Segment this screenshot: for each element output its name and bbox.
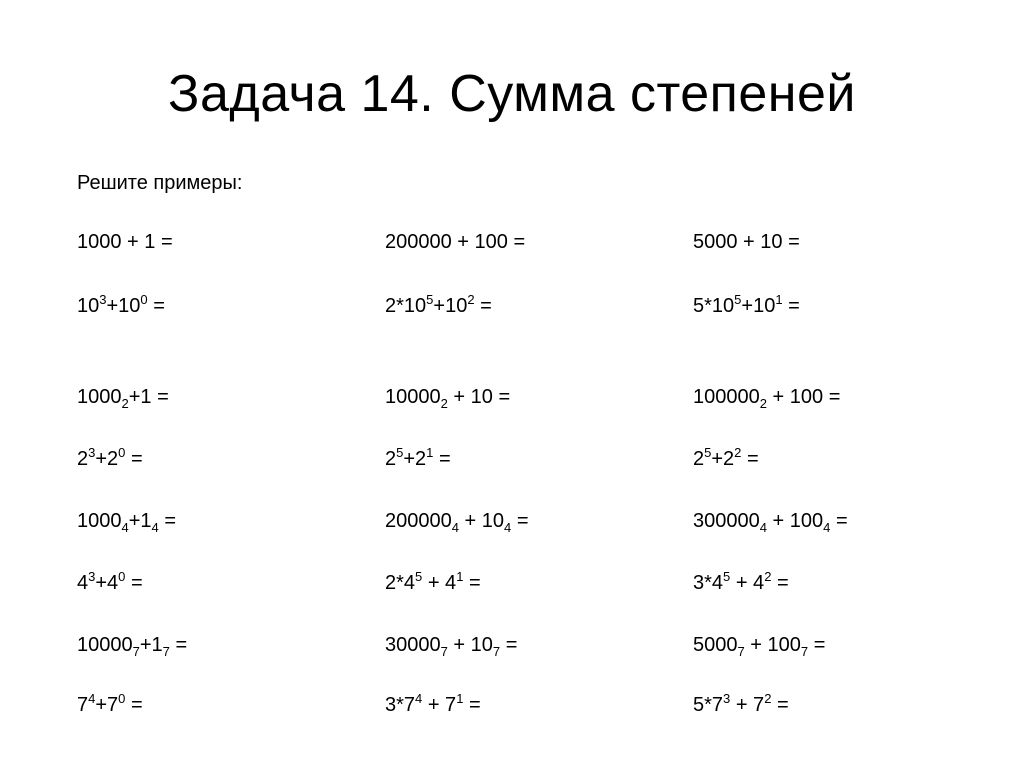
exercise-expression	[77, 443, 143, 477]
exponent: 2	[764, 691, 772, 706]
expression-text: + 100	[744, 634, 801, 656]
exponent: 1	[775, 292, 783, 307]
expression-text: 2*10	[385, 295, 427, 317]
exponent: 1	[456, 569, 464, 584]
exponent: 2	[764, 569, 772, 584]
expression-text: =	[463, 572, 481, 594]
expression-text: +2	[403, 448, 427, 470]
exercise-expression	[385, 505, 529, 539]
exercise-expression	[385, 290, 492, 324]
exercise-expression	[385, 629, 517, 663]
expression-text: =	[463, 694, 481, 716]
expression-text: =	[808, 634, 826, 656]
exercise-expression	[385, 567, 481, 601]
exercise-expression	[77, 629, 187, 663]
base-subscript: 2	[440, 396, 448, 411]
exponent: 0	[140, 292, 148, 307]
expression-text: 5000	[693, 634, 738, 656]
expression-text: =	[782, 295, 800, 317]
exercise-expression	[693, 689, 789, 723]
expression-text: =	[158, 510, 177, 532]
expression-text: + 7	[422, 694, 457, 716]
exercise-expression	[693, 629, 825, 663]
expression-text: +1 =	[128, 386, 169, 408]
exercise-row	[0, 290, 1024, 322]
base-subscript: 4	[151, 520, 159, 535]
exercise-expression	[385, 226, 525, 258]
expression-text: +7	[95, 694, 119, 716]
exercise-expression	[693, 505, 848, 539]
expression-text: =	[125, 572, 143, 594]
expression-text: =	[771, 572, 789, 594]
exponent: 3	[88, 569, 96, 584]
expression-text: + 100 =	[766, 386, 841, 408]
exercise-expression	[77, 290, 165, 324]
exponent: 0	[118, 445, 126, 460]
expression-text: 100000	[693, 386, 760, 408]
expression-text: =	[125, 694, 143, 716]
exercise-expression	[693, 381, 840, 415]
slide-subtitle: Решите примеры:	[77, 172, 243, 194]
expression-text: + 7	[730, 694, 765, 716]
exercise-row	[0, 226, 1024, 258]
expression-text: + 10 =	[447, 386, 511, 408]
expression-text: +1	[128, 510, 152, 532]
expression-text: =	[830, 510, 848, 532]
exercise-row	[0, 629, 1024, 661]
exponent: 5	[396, 445, 404, 460]
expression-text: 1000	[77, 510, 122, 532]
expression-text: +4	[95, 572, 119, 594]
exponent: 3	[723, 691, 731, 706]
base-subscript: 4	[121, 520, 129, 535]
exercise-row	[0, 381, 1024, 413]
base-subscript: 2	[121, 396, 129, 411]
expression-text: + 4	[730, 572, 765, 594]
exercise-expression	[77, 381, 169, 415]
exponent: 5	[734, 292, 742, 307]
base-subscript: 7	[440, 644, 448, 659]
base-subscript: 4	[759, 520, 767, 535]
exercise-row	[0, 689, 1024, 721]
expression-text: 3*4	[693, 572, 724, 594]
expression-text: 7	[77, 694, 89, 716]
expression-text: 5*7	[693, 694, 724, 716]
expression-text: 10	[77, 295, 100, 317]
exercise-expression	[385, 381, 510, 415]
base-subscript: 4	[504, 520, 512, 535]
expression-text: 200000 + 100 =	[385, 231, 526, 253]
expression-text: =	[147, 295, 165, 317]
expression-text: 200000	[385, 510, 452, 532]
exercise-expression	[385, 689, 481, 723]
exponent: 2	[734, 445, 742, 460]
expression-text: =	[511, 510, 529, 532]
expression-text: =	[500, 634, 518, 656]
expression-text: +2	[711, 448, 735, 470]
expression-text: + 100	[766, 510, 824, 532]
exponent: 0	[118, 569, 126, 584]
exercise-row	[0, 567, 1024, 599]
exercise-expression	[693, 290, 800, 324]
exponent: 4	[415, 691, 423, 706]
base-subscript: 4	[823, 520, 831, 535]
expression-text: + 4	[422, 572, 457, 594]
base-subscript: 7	[132, 644, 140, 659]
exercise-expression	[693, 443, 759, 477]
expression-text: 1000	[77, 386, 122, 408]
base-subscript: 7	[492, 644, 501, 659]
exponent: 1	[426, 445, 434, 460]
base-subscript: 4	[451, 520, 459, 535]
expression-text: =	[741, 448, 759, 470]
expression-text: +2	[95, 448, 119, 470]
expression-text: 3*7	[385, 694, 416, 716]
expression-text: 300000	[693, 510, 760, 532]
exercise-expression	[77, 505, 176, 539]
expression-text: 30000	[385, 634, 441, 656]
expression-text: +10	[741, 295, 776, 317]
expression-text: 2*4	[385, 572, 416, 594]
expression-text: 2	[77, 448, 89, 470]
expression-text: =	[771, 694, 789, 716]
expression-text: + 10	[458, 510, 505, 532]
expression-text: 1000 + 1 =	[77, 231, 173, 253]
exponent: 5	[426, 292, 434, 307]
expression-text: 5000 + 10 =	[693, 231, 800, 253]
exercise-expression	[385, 443, 451, 477]
expression-text: 2	[385, 448, 397, 470]
expression-text: 10000	[77, 634, 133, 656]
expression-text: 2	[693, 448, 705, 470]
base-subscript: 7	[162, 644, 170, 659]
exercise-expression	[77, 226, 173, 258]
exercise-expression	[693, 567, 789, 601]
expression-text: +10	[106, 295, 141, 317]
expression-text: =	[433, 448, 451, 470]
exponent: 5	[704, 445, 712, 460]
expression-text: +1	[139, 634, 163, 656]
expression-text: =	[169, 634, 188, 656]
expression-text: 10000	[385, 386, 441, 408]
base-subscript: 7	[737, 644, 745, 659]
base-subscript: 7	[800, 644, 809, 659]
expression-text: + 10	[447, 634, 493, 656]
exercise-expression	[693, 226, 800, 258]
exponent: 5	[415, 569, 423, 584]
base-subscript: 2	[759, 396, 767, 411]
exponent: 0	[118, 691, 126, 706]
slide-title: Задача 14. Сумма степеней	[168, 65, 856, 123]
exercise-row	[0, 443, 1024, 475]
exercise-row	[0, 505, 1024, 537]
expression-text: 4	[77, 572, 89, 594]
expression-text: 5*10	[693, 295, 735, 317]
expression-text: =	[474, 295, 492, 317]
exponent: 3	[99, 292, 107, 307]
expression-text: +10	[433, 295, 468, 317]
exercise-expression	[77, 689, 143, 723]
exponent: 5	[723, 569, 731, 584]
expression-text: =	[125, 448, 143, 470]
exponent: 3	[88, 445, 96, 460]
exponent: 2	[467, 292, 475, 307]
exercise-expression	[77, 567, 143, 601]
exponent: 1	[456, 691, 464, 706]
exponent: 4	[88, 691, 96, 706]
